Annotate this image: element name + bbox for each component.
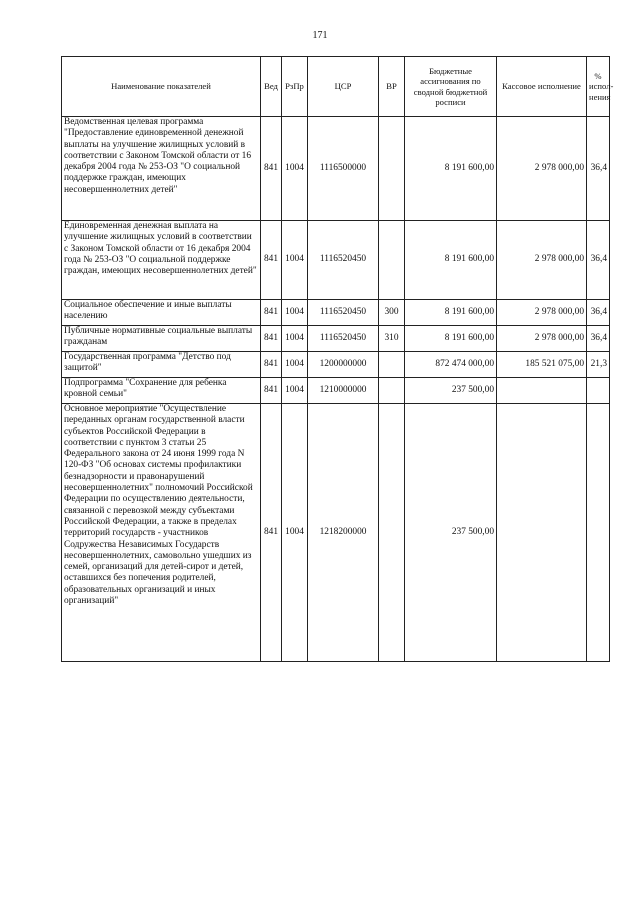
row-rzpr: 1004	[282, 378, 308, 404]
header-row	[62, 57, 610, 117]
row-rzpr: 1004	[282, 326, 308, 352]
row-budget: 237 500,00	[405, 378, 497, 404]
row-percent: 36,4	[587, 300, 610, 326]
row-ved: 841	[261, 326, 282, 352]
header-rzpr: РзПр	[282, 57, 308, 117]
row-rzpr: 1004	[282, 117, 308, 221]
row-csr: 1210000000	[308, 378, 379, 404]
row-name: Социальное обеспечение и иные выплаты населению	[62, 300, 261, 326]
row-name: Единовременная денежная выплата на улучшение жилищных условий в соответствии с Законом Томской области от 16 декабря 2004 года № 253-ОЗ "О социальной поддержке граждан, имеющих несовершеннолетних детей"	[62, 221, 261, 300]
row-percent: 36,4	[587, 326, 610, 352]
row-name: Публичные нормативные социальные выплаты гражданам	[62, 326, 261, 352]
row-vr	[379, 378, 405, 404]
row-name: Ведомственная целевая программа "Предоставление единовременной денежной выплаты на улучшение жилищных условий в соответствии с Законом Томской области от 16 декабря 2004 года № 253-ОЗ "О социальной поддержке граждан, имеющих несовершеннолетних детей"	[62, 117, 261, 221]
row-percent	[587, 378, 610, 404]
row-ved: 841	[261, 117, 282, 221]
row-budget: 8 191 600,00	[405, 221, 497, 300]
row-budget: 8 191 600,00	[405, 326, 497, 352]
table-row	[62, 404, 610, 662]
header-name: Наименование показателей	[62, 57, 261, 117]
row-csr: 1116520450	[308, 221, 379, 300]
row-ved: 841	[261, 352, 282, 378]
table-row	[62, 300, 610, 326]
row-ved: 841	[261, 404, 282, 662]
row-vr	[379, 404, 405, 662]
row-percent	[587, 404, 610, 662]
row-ved: 841	[261, 221, 282, 300]
row-vr: 300	[379, 300, 405, 326]
row-csr: 1116500000	[308, 117, 379, 221]
row-rzpr: 1004	[282, 221, 308, 300]
header-ved: Вед	[261, 57, 282, 117]
row-cash: 2 978 000,00	[497, 117, 587, 221]
header-percent: % испол-нения	[587, 57, 610, 117]
row-percent: 36,4	[587, 221, 610, 300]
row-percent: 21,3	[587, 352, 610, 378]
row-budget: 872 474 000,00	[405, 352, 497, 378]
table-row	[62, 326, 610, 352]
budget-execution-table	[61, 56, 614, 662]
row-rzpr: 1004	[282, 300, 308, 326]
row-rzpr: 1004	[282, 404, 308, 662]
row-name: Государственная программа "Детство под защитой"	[62, 352, 261, 378]
header-budget: Бюджетные ассигнования по сводной бюджетной росписи	[405, 57, 497, 117]
row-name: Подпрограмма "Сохранение для ребенка кровной семьи"	[62, 378, 261, 404]
header-cash: Кассовое исполнение	[497, 57, 587, 117]
header-csr: ЦСР	[308, 57, 379, 117]
row-budget: 8 191 600,00	[405, 117, 497, 221]
row-budget: 237 500,00	[405, 404, 497, 662]
row-vr	[379, 352, 405, 378]
row-cash: 2 978 000,00	[497, 300, 587, 326]
row-csr: 1200000000	[308, 352, 379, 378]
row-cash: 2 978 000,00	[497, 326, 587, 352]
table-row	[62, 221, 610, 300]
row-ved: 841	[261, 378, 282, 404]
row-budget: 8 191 600,00	[405, 300, 497, 326]
header-vr: ВР	[379, 57, 405, 117]
row-csr: 1116520450	[308, 326, 379, 352]
row-percent: 36,4	[587, 117, 610, 221]
row-vr	[379, 117, 405, 221]
row-ved: 841	[261, 300, 282, 326]
row-csr: 1218200000	[308, 404, 379, 662]
row-vr	[379, 221, 405, 300]
row-csr: 1116520450	[308, 300, 379, 326]
row-cash	[497, 378, 587, 404]
row-cash	[497, 404, 587, 662]
page-number: 171	[312, 30, 328, 41]
row-cash: 185 521 075,00	[497, 352, 587, 378]
table-row	[62, 378, 610, 404]
row-rzpr: 1004	[282, 352, 308, 378]
row-name: Основное мероприятие "Осуществление переданных органам государственной власти субъектов Российской Федерации в соответствии с пунктом 3 статьи 25 Федерального закона от 24 июня 1999 года N 120-ФЗ "Об основах системы профилактики безнадзорности и правонарушений несовершеннолетних" полномочий Российской Федерации по осуществлению деятельности, связанной с перевозкой между субъектами Российской Федерации, а также в пределах территорий государств - участников Содружества Независимых Государств несовершеннолетних, самовольно ушедших из семей, организаций для детей-сирот и детей, оставшихся без попечения родителей, образовательных организаций и иных организаций"	[62, 404, 261, 662]
row-cash: 2 978 000,00	[497, 221, 587, 300]
table-row	[62, 117, 610, 221]
table-row	[62, 352, 610, 378]
row-vr: 310	[379, 326, 405, 352]
